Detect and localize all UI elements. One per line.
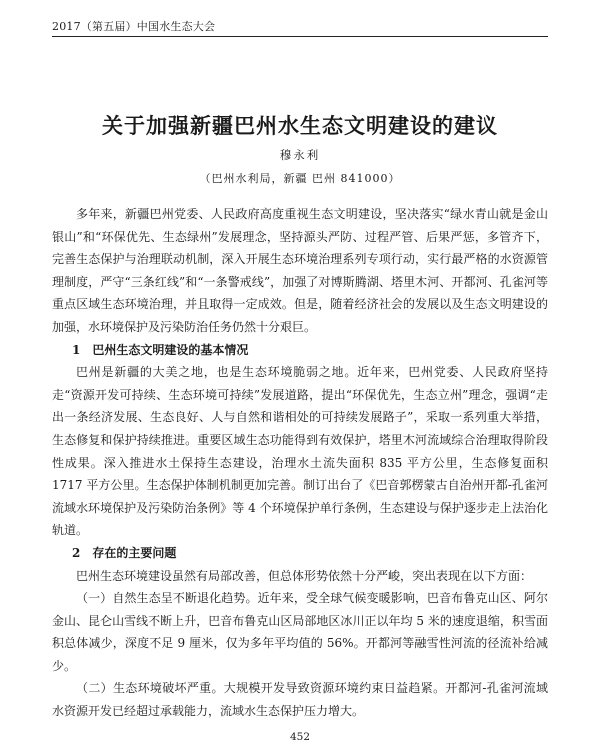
affiliation: （巴州水利局，新疆 巴州 841000） (199, 172, 401, 185)
paper-body (52, 203, 548, 723)
section-1-heading: 1 巴州生态文明建设的基本情况 (72, 342, 249, 357)
section-1-paragraph: 巴州是新疆的大美之地，也是生态环境脆弱之地。近年来，巴州党委、人民政府坚持走“资源开发可持续、生态环境可持续”发展道路，提出“环保优先，生态立州”理念，强调“走出一条经济发展、生态良好、人与自然和谐相处的可持续发展路子”，采取一系列重大举措，生态修复和保护持续推进。重要区域生态功能得到有效保护，塔里木河流域综合治理取得阶段性成果。深入推进水土保持生态建设，治理水土流失面积 835 平方公里，生态修复面积 1717 平方公里。生态保护体制机制更加完善。制订出台了《巴音郭楞蒙古自治州开都-孔雀河流域水环境保护及污染防治条例》等 4 个环境保护单行条例，生态建设与保护逐步走上法治化轨道。 (52, 365, 548, 538)
intro-paragraph: 多年来，新疆巴州党委、人民政府高度重视生态文明建设，坚决落实“绿水青山就是金山银山”和“环保优先、生态绿州”发展理念，坚持源头严防、过程严管、后果严惩，多管齐下，完善生态保护与治理联动机制，深入开展生态环境治理系列专项行动，实行最严格的水资源管理制度，严守“三条红线”和“一条警戒线”，加强了对博斯腾湖、塔里木河、开都河、孔雀河等重点区域生态环境治理，并且取得一定成效。但是，随着经济社会的发展以及生态文明建设的加强，水环境保护及污染防治任务仍然十分艰巨。 (52, 207, 548, 334)
section-2-paragraph: （一）自然生态呈不断退化趋势。近年来，受全球气候变暖影响，巴音布鲁克山区、阿尔金山、昆仑山雪线不断上升，巴音布鲁克山区局部地区冰川正以年均 5 米的速度退缩，积雪面积总体减少，深度不足 9 厘米，仅为多年平均值的 56%。开都河等融雪性河流的径流补给减少。 (52, 591, 548, 673)
section-2-paragraph: （二）生态环境破坏严重。大规模开发导致资源环境约束日益趋紧。开都河-孔雀河流域水资源开发已经超过承载能力，流域水生态保护压力增大。 (52, 681, 548, 719)
section-2-heading: 2 存在的主要问题 (72, 545, 177, 560)
section-2-paragraph: 巴州生态环境建设虽然有局部改善，但总体形势依然十分严峻，突出表现在以下方面： (76, 568, 533, 583)
author: 穆永利 (279, 148, 321, 162)
header-rule (52, 36, 548, 37)
page-number: 452 (289, 731, 311, 743)
paper-title: 关于加强新疆巴州水生态文明建设的建议 (102, 113, 498, 138)
running-header: 2017（第五届）中国水生态大会 (52, 20, 216, 33)
